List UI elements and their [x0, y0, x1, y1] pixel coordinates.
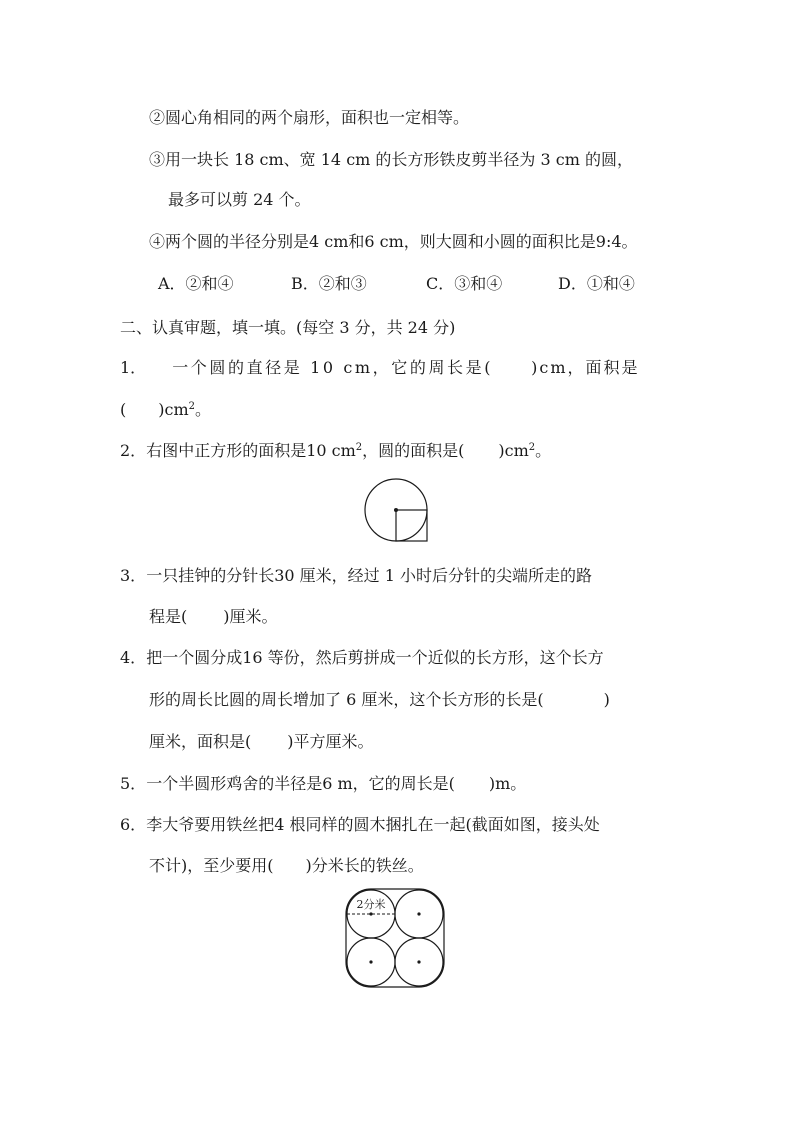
superscript: 2	[188, 401, 195, 412]
statement-4: ④两个圆的半径分别是4 cm和6 cm，则大圆和小圆的面积比是9:4。	[149, 232, 638, 251]
period: 。	[535, 441, 552, 460]
statement-2: ②圆心角相同的两个扇形，面积也一定相等。	[149, 108, 470, 127]
option-b[interactable]: B．②和③	[291, 274, 367, 293]
superscript: 2	[528, 442, 536, 453]
question-4-text-d: )平方厘米。	[287, 732, 374, 751]
question-1-text-b: )cm，面积是	[531, 358, 640, 377]
question-5	[120, 774, 526, 794]
option-d[interactable]: D．①和④	[558, 274, 635, 293]
question-5-text-a: 一个半圆形鸡舍的半径是6 m，它的周长是(	[146, 774, 455, 793]
period: 。	[195, 400, 212, 419]
question-4-number: 4．	[120, 648, 147, 667]
question-6-text-b: 不计)，至少要用(	[149, 856, 274, 875]
statement-3-line2: 最多可以剪 24 个。	[168, 190, 311, 209]
question-1-text-a: 一个圆的直径是 10 cm，它的周长是(	[172, 358, 494, 377]
question-6-line2	[149, 856, 424, 876]
center-dot	[394, 508, 398, 512]
question-1-line2	[120, 400, 211, 420]
question-6-number: 6．	[120, 815, 147, 834]
question-3-text-a: 一只挂钟的分针长30 厘米，经过 1 小时后分针的尖端所走的路	[146, 566, 592, 585]
section-2-title: 二、认真审题，填一填。(每空 3 分，共 24 分)	[120, 318, 456, 337]
four-logs-figure	[343, 886, 449, 990]
question-4-text-a: 把一个圆分成16 等份，然后剪拼成一个近似的长方形，这个长方	[146, 648, 604, 667]
question-4-line1	[120, 648, 604, 668]
choice-options	[158, 274, 635, 294]
superscript: 2	[355, 442, 363, 453]
question-5-number: 5．	[120, 774, 147, 793]
center-dot	[417, 960, 420, 963]
question-6-text-c: )分米长的铁丝。	[305, 856, 424, 875]
paren-open: (	[120, 400, 127, 419]
question-5-text-b: )m。	[488, 774, 527, 793]
question-3-line2	[149, 607, 278, 627]
question-2-text-a: 右图中正方形的面积是10 cm	[146, 441, 356, 460]
paren-close: )	[603, 690, 610, 709]
question-4-text-b: 形的周长比圆的周长增加了 6 厘米，这个长方形的长是(	[149, 690, 544, 709]
question-6-text-a: 李大爷要用铁丝把4 根同样的圆木捆扎在一起(截面如图，接头处	[146, 815, 600, 834]
question-3-number: 3．	[120, 566, 147, 585]
option-c[interactable]: C．③和④	[426, 274, 503, 293]
question-3-text-c: )厘米。	[223, 607, 278, 626]
option-a[interactable]: A．②和④	[158, 274, 234, 293]
question-6-line1	[120, 815, 600, 835]
question-3-text-b: 程是(	[149, 607, 188, 626]
question-2-text-b: ，圆的面积是(	[362, 441, 465, 460]
center-dot	[369, 960, 372, 963]
question-4-line2	[149, 690, 610, 710]
question-4-line3	[149, 732, 374, 752]
question-2-number: 2．	[120, 441, 147, 460]
center-dot	[417, 912, 420, 915]
diameter-label: 2分米	[356, 898, 386, 911]
question-4-text-c: 厘米，面积是(	[149, 732, 252, 751]
question-1-number: 1．	[120, 358, 147, 377]
question-2	[120, 441, 551, 461]
circle-square-figure	[358, 478, 436, 546]
statement-3-line1: ③用一块长 18 cm、宽 14 cm 的长方形铁皮剪半径为 3 cm 的圆，	[149, 150, 633, 169]
question-3-line1	[120, 566, 592, 586]
unit-text: )cm	[498, 441, 529, 460]
question-1-line1	[120, 358, 680, 378]
unit-text: )cm	[158, 400, 189, 419]
